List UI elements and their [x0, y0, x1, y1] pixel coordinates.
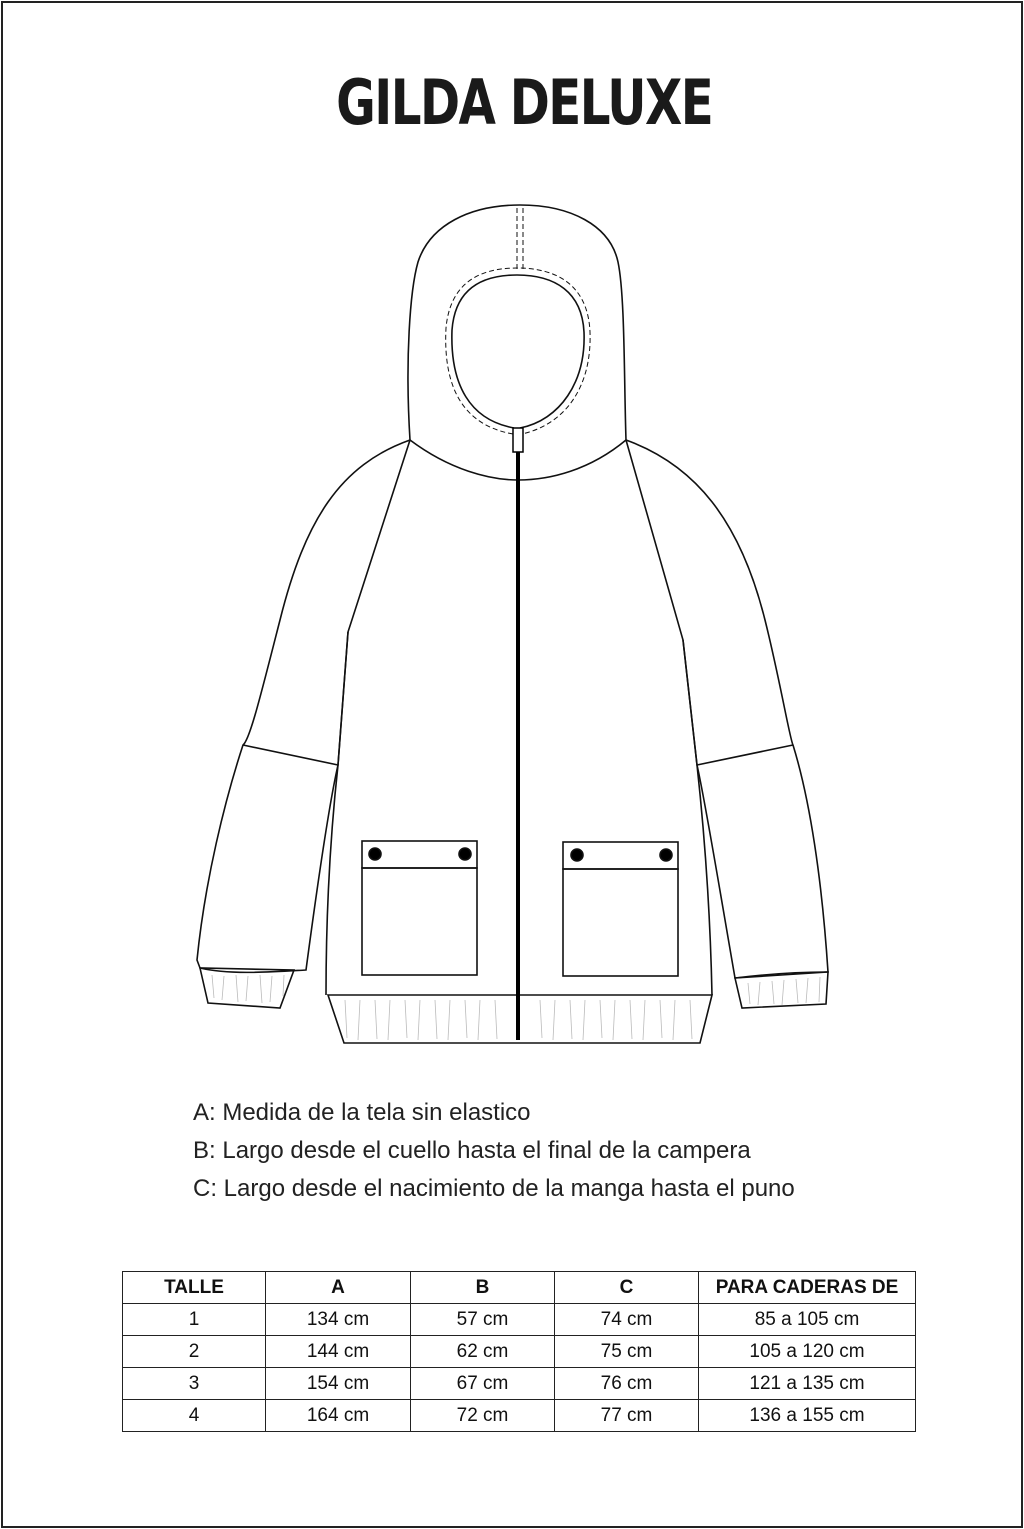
header-talle: TALLE — [123, 1272, 266, 1304]
cell-b: 62 cm — [411, 1336, 555, 1368]
cell-b: 72 cm — [411, 1400, 555, 1432]
table-row — [123, 1304, 916, 1336]
cell-caderas: 85 a 105 cm — [699, 1304, 916, 1336]
table-row — [123, 1400, 916, 1432]
right-pocket — [563, 869, 678, 976]
cell-talle: 1 — [123, 1304, 266, 1336]
left-sleeve — [197, 440, 410, 972]
right-pocket-snap-1 — [571, 849, 583, 861]
hood-opening — [452, 275, 584, 428]
cell-c: 76 cm — [555, 1368, 699, 1400]
header-b: B — [411, 1272, 555, 1304]
header-c: C — [555, 1272, 699, 1304]
header-caderas: PARA CADERAS DE — [699, 1272, 916, 1304]
cell-b: 57 cm — [411, 1304, 555, 1336]
right-pocket-snap-2 — [660, 849, 672, 861]
jacket-technical-drawing — [0, 190, 1024, 1060]
cell-talle: 4 — [123, 1400, 266, 1432]
table-header-row — [123, 1272, 916, 1304]
cell-a: 154 cm — [266, 1368, 411, 1400]
cell-c: 75 cm — [555, 1336, 699, 1368]
cell-b: 67 cm — [411, 1368, 555, 1400]
measurement-legend — [193, 1094, 795, 1208]
legend-b: B: Largo desde el cuello hasta el final de la campera — [193, 1137, 751, 1164]
left-sleeve-seam — [243, 745, 338, 765]
right-sleeve-seam — [697, 745, 793, 765]
legend-c: C: Largo desde el nacimiento de la manga hasta el puno — [193, 1175, 795, 1202]
zipper-pull — [513, 428, 523, 452]
size-table — [122, 1271, 916, 1432]
legend-a: A: Medida de la tela sin elastico — [193, 1099, 531, 1126]
left-pocket-snap-2 — [459, 848, 471, 860]
table-row — [123, 1336, 916, 1368]
cell-c: 77 cm — [555, 1400, 699, 1432]
left-pocket — [362, 868, 477, 975]
cell-talle: 2 — [123, 1336, 266, 1368]
hood-seam — [517, 208, 523, 272]
cell-caderas: 105 a 120 cm — [699, 1336, 916, 1368]
cell-a: 134 cm — [266, 1304, 411, 1336]
cell-c: 74 cm — [555, 1304, 699, 1336]
cell-caderas: 121 a 135 cm — [699, 1368, 916, 1400]
cell-a: 144 cm — [266, 1336, 411, 1368]
table-row — [123, 1368, 916, 1400]
right-sleeve — [626, 440, 828, 978]
cell-talle: 3 — [123, 1368, 266, 1400]
product-title: GILDA DELUXE — [336, 66, 713, 139]
left-pocket-snap-1 — [369, 848, 381, 860]
cell-caderas: 136 a 155 cm — [699, 1400, 916, 1432]
cell-a: 164 cm — [266, 1400, 411, 1432]
header-a: A — [266, 1272, 411, 1304]
